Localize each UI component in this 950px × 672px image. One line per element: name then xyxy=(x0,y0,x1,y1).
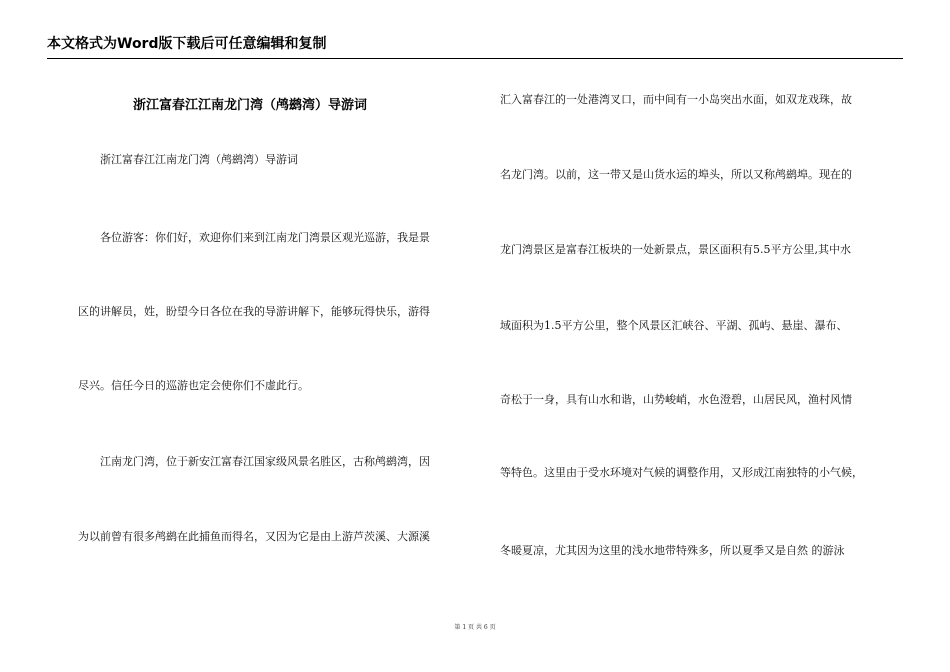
page-number: 第 1 页 共 6 页 xyxy=(454,624,496,631)
header-notice: 本文格式为Word版下载后可任意编辑和复制 xyxy=(47,36,327,52)
paragraph-line: 奇松于一身，具有山水和谐，山势峻峭，水色澄碧，山居民风，渔村风情 xyxy=(500,393,852,406)
paragraph-line: 区的讲解员，姓，盼望今日各位在我的导游讲解下，能够玩得快乐，游得 xyxy=(78,305,430,318)
header-divider xyxy=(47,58,903,59)
paragraph-line: 各位游客：你们好，欢迎你们来到江南龙门湾景区观光巡游，我是景 xyxy=(100,231,430,244)
paragraph-line: 浙江富春江江南龙门湾（鸬鹚湾）导游词 xyxy=(100,153,298,166)
paragraph-line: 尽兴。信任今日的巡游也定会使你们不虚此行。 xyxy=(78,379,309,392)
paragraph-line: 江南龙门湾，位于新安江富春江国家级风景名胜区，古称鸬鹚湾，因 xyxy=(100,455,430,468)
paragraph-line: 为以前曾有很多鸬鹚在此捕鱼而得名，又因为它是由上游芦茨溪、大源溪 xyxy=(78,530,430,543)
paragraph-line: 等特色。这里由于受水环境对气候的调整作用，又形成江南独特的小气候， xyxy=(500,466,863,479)
paragraph-line: 名龙门湾。以前，这一带又是山货水运的埠头，所以又称鸬鹚埠。现在的 xyxy=(500,168,852,181)
paragraph-line: 汇入富春江的一处港湾叉口，而中间有一小岛突出水面，如双龙戏珠，故 xyxy=(500,93,852,106)
paragraph-line: 域面积为1.5平方公里，整个风景区汇峡谷、平湖、孤屿、悬崖、瀑布、 xyxy=(500,319,848,332)
paragraph-line: 龙门湾景区是富春江板块的一处新景点，景区面积有5.5平方公里,其中水 xyxy=(500,243,851,256)
page-header xyxy=(0,0,950,62)
document-title: 浙江富春江江南龙门湾（鸬鹚湾）导游词 xyxy=(133,98,368,113)
paragraph-line: 冬暖夏凉，尤其因为这里的浅水地带特殊多，所以夏季又是自然 的游泳 xyxy=(500,544,845,557)
